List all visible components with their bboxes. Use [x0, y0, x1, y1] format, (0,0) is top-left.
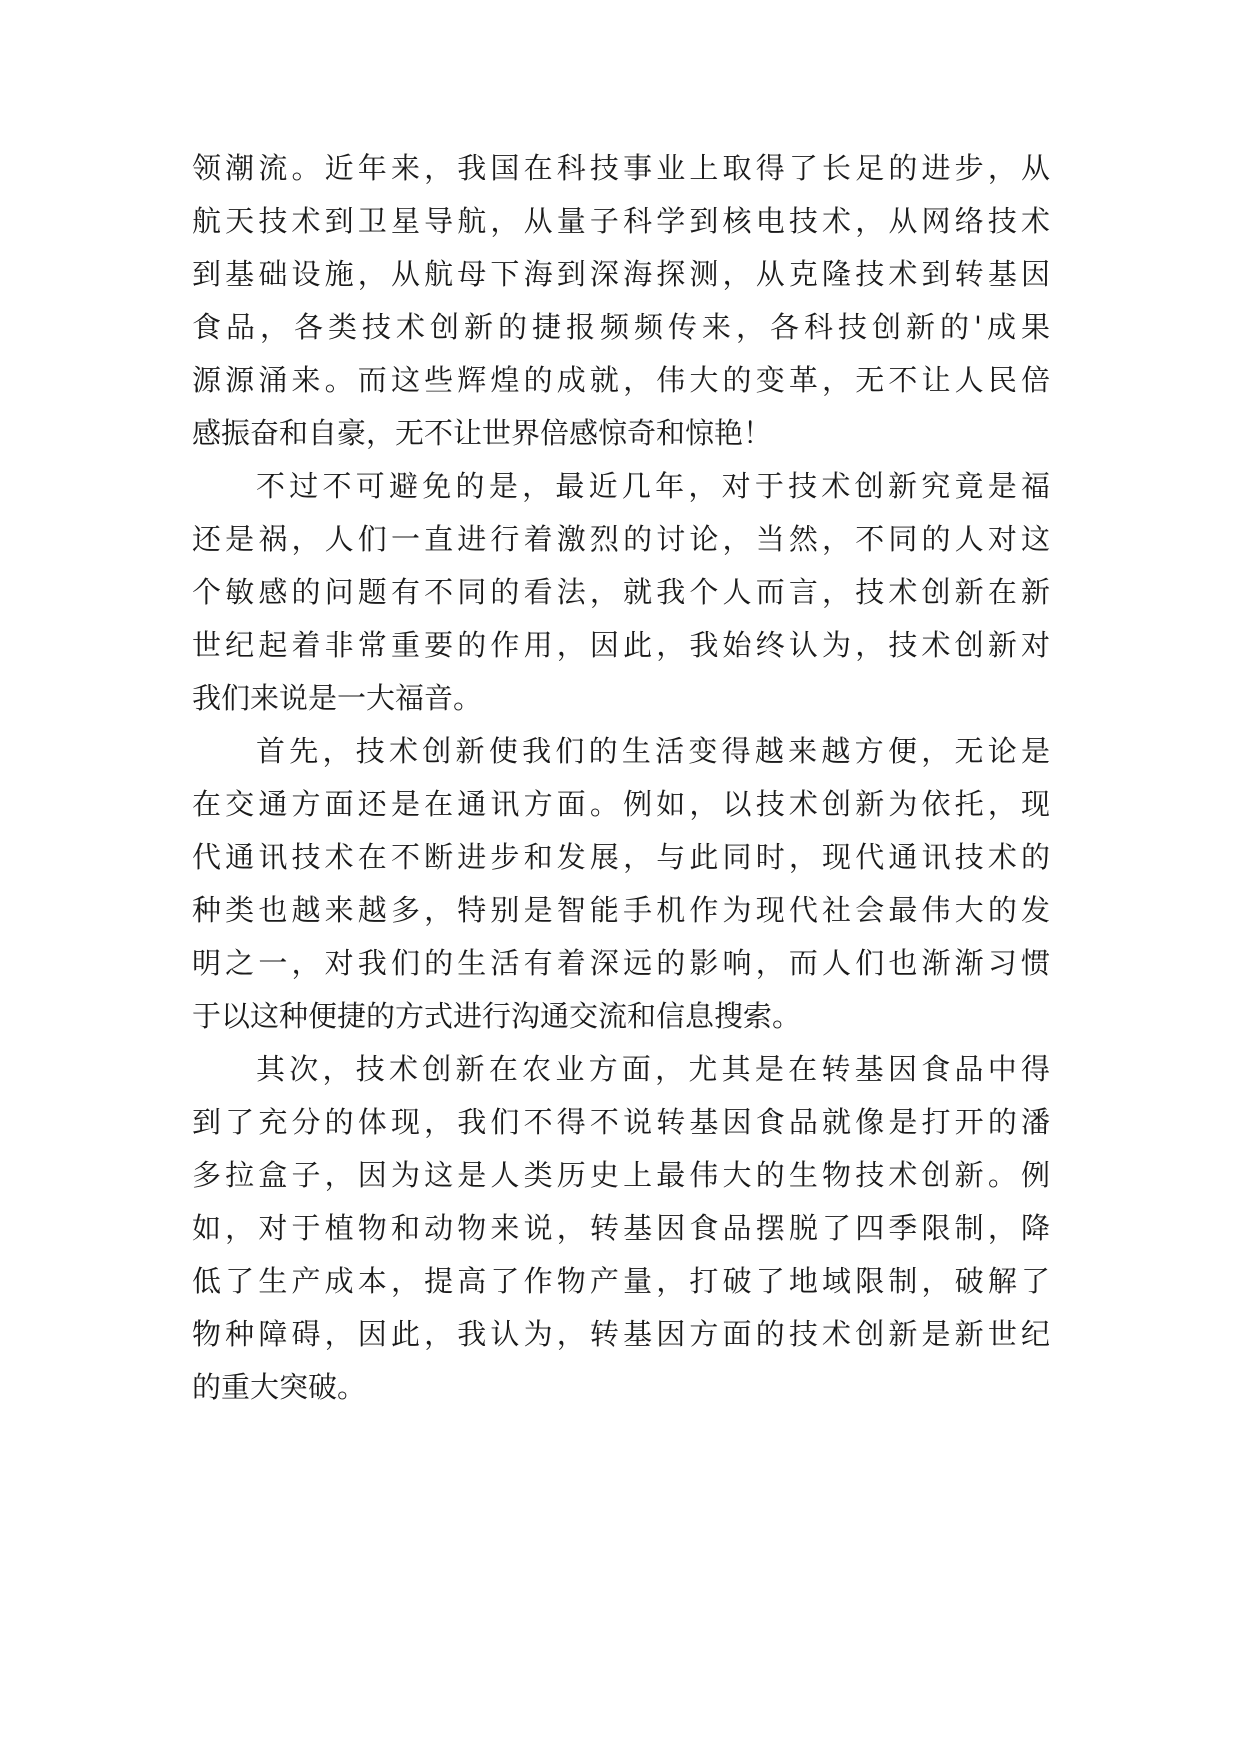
paragraph-3-line-2: 在交通方面还是在通讯方面。例如，以技术创新为依托，现 [192, 787, 1050, 821]
paragraph-3-line-1: 首先，技术创新使我们的生活变得越来越方便，无论是 [256, 734, 1050, 768]
paragraph-4-line-4: 如，对于植物和动物来说，转基因食品摆脱了四季限制，降 [192, 1211, 1050, 1245]
paragraph-1-line-2: 航天技术到卫星导航，从量子科学到核电技术，从网络技术 [192, 204, 1050, 238]
paragraph-4-line-1: 其次，技术创新在农业方面，尤其是在转基因食品中得 [256, 1052, 1050, 1086]
paragraph-2-line-4: 世纪起着非常重要的作用，因此，我始终认为，技术创新对 [192, 628, 1050, 662]
paragraph-4-line-7: 的重大突破。 [192, 1370, 367, 1404]
paragraph-3-line-6: 于以这种便捷的方式进行沟通交流和信息搜索。 [192, 999, 802, 1033]
paragraph-2-line-1: 不过不可避免的是，最近几年，对于技术创新究竟是福 [256, 469, 1050, 503]
paragraph-1-line-6: 感振奋和自豪，无不让世界倍感惊奇和惊艳！ [192, 416, 773, 450]
paragraph-4-line-6: 物种障碍，因此，我认为，转基因方面的技术创新是新世纪 [192, 1317, 1050, 1351]
paragraph-4-line-3: 多拉盒子，因为这是人类历史上最伟大的生物技术创新。例 [192, 1158, 1050, 1192]
paragraph-3-line-4: 种类也越来越多，特别是智能手机作为现代社会最伟大的发 [192, 893, 1050, 927]
paragraph-1-line-3: 到基础设施，从航母下海到深海探测，从克隆技术到转基因 [192, 257, 1050, 291]
paragraph-2-line-3: 个敏感的问题有不同的看法，就我个人而言，技术创新在新 [192, 575, 1050, 609]
paragraph-2-line-5: 我们来说是一大福音。 [192, 681, 483, 715]
paragraph-2-line-2: 还是祸，人们一直进行着激烈的讨论，当然，不同的人对这 [192, 522, 1050, 556]
paragraph-1-line-5: 源源涌来。而这些辉煌的成就，伟大的变革，无不让人民倍 [192, 363, 1050, 397]
paragraph-4-line-5: 低了生产成本，提高了作物产量，打破了地域限制，破解了 [192, 1264, 1050, 1298]
paragraph-4-line-2: 到了充分的体现，我们不得不说转基因食品就像是打开的潘 [192, 1105, 1050, 1139]
paragraph-3-line-5: 明之一，对我们的生活有着深远的影响，而人们也渐渐习惯 [192, 946, 1050, 980]
paragraph-1-line-1: 领潮流。近年来，我国在科技事业上取得了长足的进步，从 [192, 151, 1050, 185]
paragraph-3-line-3: 代通讯技术在不断进步和发展，与此同时，现代通讯技术的 [192, 840, 1050, 874]
paragraph-1-line-4: 食品，各类技术创新的捷报频频传来，各科技创新的'成果 [192, 310, 1050, 344]
